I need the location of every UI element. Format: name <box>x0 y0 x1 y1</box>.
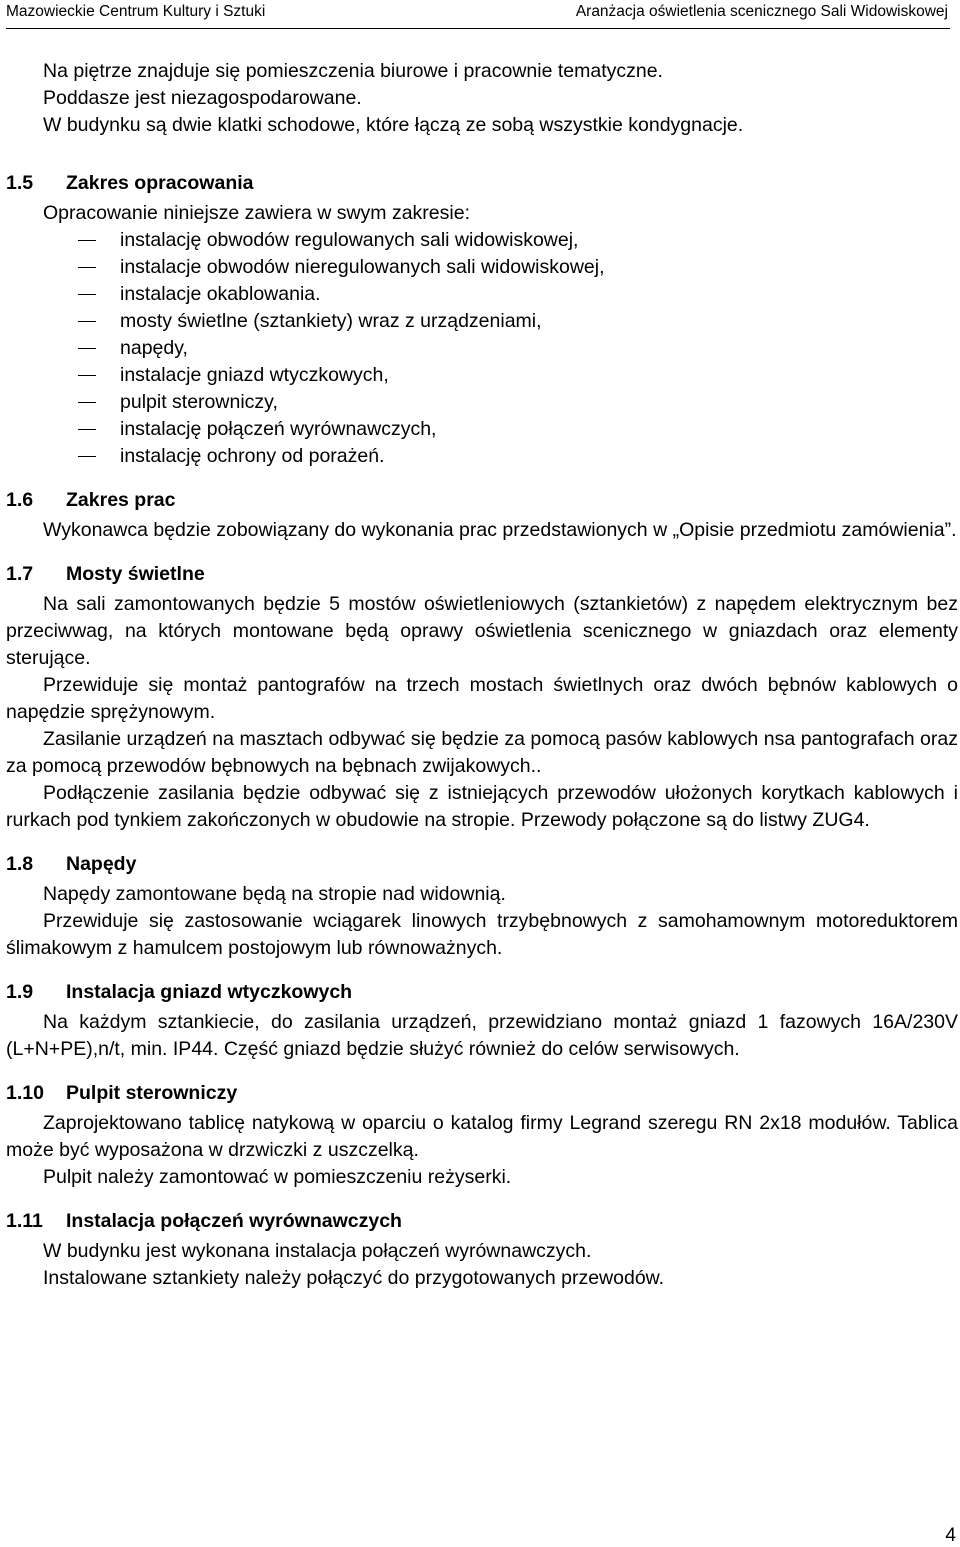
dash-bullet <box>78 267 96 268</box>
page-header <box>6 1 950 29</box>
dash-bullet <box>78 375 96 376</box>
paragraph: Na sali zamontowanych będzie 5 mostów oświetleniowych (sztankietów) z napędem elektrycznym bez przeciwwag, na których montowane będą oprawy oświetlenia scenicznego w gniazdach oraz elementy sterujące. <box>6 593 958 669</box>
section-heading-1-5 <box>6 166 958 200</box>
paragraph: Instalowane sztankiety należy połączyć do przygotowanych przewodów. <box>43 1267 665 1289</box>
section-heading-1-10 <box>6 1076 958 1110</box>
dash-bullet <box>78 321 96 322</box>
section-title: Zakres opracowania <box>66 172 254 194</box>
dash-bullet <box>78 429 96 430</box>
list-item: instalację połączeń wyrównawczych, <box>6 416 958 443</box>
list-item: instalację obwodów regulowanych sali widowiskowej, <box>6 227 958 254</box>
section-heading-1-7 <box>6 557 958 591</box>
paragraph: Na każdym sztankiecie, do zasilania urządzeń, przewidziano montaż gniazd 1 fazowych 16A/230V (L+N+PE),n/t, min. IP44. Część gniazd będzie służyć również do celów serwisowych. <box>6 1011 958 1060</box>
section-title: Pulpit sterowniczy <box>66 1082 238 1104</box>
section-number: 1.9 <box>6 981 34 1003</box>
section-title: Mosty świetlne <box>66 563 205 585</box>
list-item: instalacje obwodów nieregulowanych sali widowiskowej, <box>6 254 958 281</box>
paragraph: Zaprojektowano tablicę natykową w oparciu o katalog firmy Legrand szeregu RN 2x18 modułów. Tablica może być wyposażona w drzwiczki z uszczelką. <box>6 1112 958 1161</box>
section-number: 1.10 <box>6 1082 44 1104</box>
dash-bullet <box>78 294 96 295</box>
intro-line-1: Na piętrze znajduje się pomieszczenia biurowe i pracownie tematyczne. <box>43 60 663 82</box>
list-item: instalacje gniazd wtyczkowych, <box>6 362 958 389</box>
paragraph: Przewiduje się montaż pantografów na trzech mostach świetlnych oraz dwóch bębnów kablowych o napędzie sprężynowym. <box>6 674 958 723</box>
list-item: instalację ochrony od porażeń. <box>6 443 958 470</box>
section-number: 1.6 <box>6 489 34 511</box>
scope-list <box>6 227 958 470</box>
page-number: 4 <box>945 1525 956 1546</box>
section-title: Instalacja połączeń wyrównawczych <box>66 1210 402 1232</box>
intro-line-3: W budynku są dwie klatki schodowe, które łączą ze sobą wszystkie kondygnacje. <box>43 114 744 136</box>
dash-bullet <box>78 456 96 457</box>
paragraph: Przewiduje się zastosowanie wciągarek linowych trzybębnowych z samohamownym motoreduktorem ślimakowym z hamulcem postojowym lub równoważnych. <box>6 910 958 959</box>
section-title: Instalacja gniazd wtyczkowych <box>66 981 353 1003</box>
section-title: Zakres prac <box>66 489 176 511</box>
dash-bullet <box>78 240 96 241</box>
dash-bullet <box>78 402 96 403</box>
section-heading-1-9 <box>6 975 958 1009</box>
list-item: instalacje okablowania. <box>6 281 958 308</box>
section-heading-1-11 <box>6 1204 958 1238</box>
document-body <box>6 58 958 1292</box>
intro-line-2: Poddasze jest niezagospodarowane. <box>43 87 362 109</box>
header-right: Aranżacja oświetlenia scenicznego Sali Widowiskowej <box>575 3 948 20</box>
paragraph: Podłączenie zasilania będzie odbywać się z istniejących przewodów ułożonych korytkach kablowych i rurkach pod tynkiem zakończonych w obudowie na stropie. Przewody połączone są do listwy ZUG4. <box>6 782 958 831</box>
header-left: Mazowieckie Centrum Kultury i Sztuki <box>6 3 266 20</box>
section-number: 1.11 <box>6 1210 43 1232</box>
section-number: 1.8 <box>6 853 34 875</box>
paragraph: Wykonawca będzie zobowiązany do wykonania prac przedstawionych w „Opisie przedmiotu zamówienia”. <box>43 519 957 541</box>
paragraph: Napędy zamontowane będą na stropie nad widownią. <box>43 883 506 905</box>
section-lead: Opracowanie niniejsze zawiera w swym zakresie: <box>43 202 470 224</box>
paragraph: W budynku jest wykonana instalacja połączeń wyrównawczych. <box>43 1240 592 1262</box>
section-number: 1.7 <box>6 563 34 585</box>
section-heading-1-6 <box>6 483 958 517</box>
paragraph: Zasilanie urządzeń na masztach odbywać się będzie za pomocą pasów kablowych nsa pantografach oraz za pomocą przewodów bębnowych na bębnach zwijakowych.. <box>6 728 958 777</box>
list-item: mosty świetlne (sztankiety) wraz z urządzeniami, <box>6 308 958 335</box>
list-item: napędy, <box>6 335 958 362</box>
section-number: 1.5 <box>6 172 34 194</box>
section-title: Napędy <box>66 853 137 875</box>
section-heading-1-8 <box>6 847 958 881</box>
list-item: pulpit sterowniczy, <box>6 389 958 416</box>
paragraph: Pulpit należy zamontować w pomieszczeniu reżyserki. <box>43 1166 512 1188</box>
dash-bullet <box>78 348 96 349</box>
